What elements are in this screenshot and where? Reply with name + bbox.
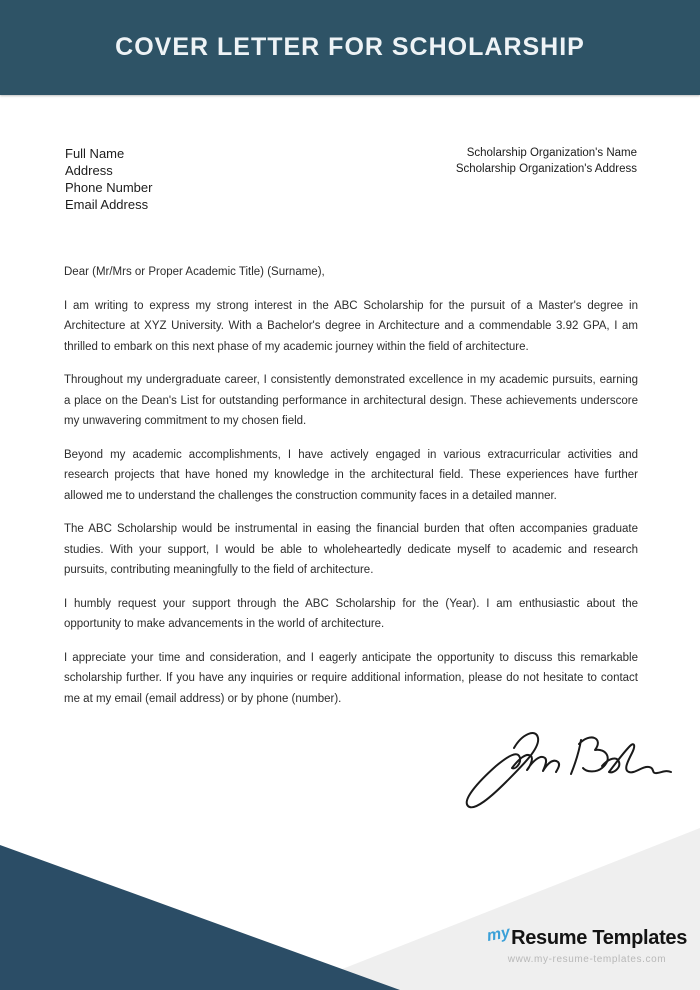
website-link[interactable]: www.my-resume-templates.com [507,954,667,965]
header-band [0,0,700,95]
gray-triangle-decoration [289,828,700,990]
sender-email: Email Address [65,197,149,212]
letter-paragraph-2: Throughout my undergraduate career, I consistently demonstrated excellence in my academic pursuits, earning a place on the Dean's List for outstanding performance in architectural design. These achievements underscore my unwavering commitment to my chosen field. [64,374,638,427]
sender-phone: Phone Number [65,180,153,195]
brand-row [487,926,687,950]
sender-address: Address [65,163,113,178]
letter-paragraph-3: Beyond my academic accomplishments, I have actively engaged in various extracurricular activities and research projects that have honed my knowledge in the architectural field. These experiences have further allowed me to understand the challenges the construction community faces in a detailed manner. [64,448,638,502]
brand-logo [487,926,687,965]
letter-paragraph-6: I appreciate your time and consideration, and I eagerly anticipate the opportunity to discuss this remarkable scholarship further. If you have any inquiries or require additional information, please do not hesitate to contact me at my email (email address) or by phone (number). [64,651,638,705]
letter-body [64,262,638,722]
letter-paragraph-4: The ABC Scholarship would be instrumental in easing the financial burden that often accompanies graduate studies. With your support, I would be able to wholeheartedly dedicate myself to academic and research pursuits, contributing meaningfully to the field of architecture. [64,523,638,576]
sender-full-name: Full Name [65,146,125,161]
teal-triangle-decoration [0,845,400,990]
brand-name: Resume Templates [511,927,688,949]
my-logo-icon: my [485,924,512,945]
recipient-block [456,145,637,177]
recipient-org-address: Scholarship Organization's Address [455,163,637,175]
sender-block [65,145,152,213]
letter-paragraph-5: I humbly request your support through the ABC Scholarship for the (Year). I am enthusiastic about the opportunity to make advancements in the world of architecture. [64,597,638,630]
recipient-org-name: Scholarship Organization's Name [466,147,637,159]
letter-paragraph-1: I am writing to express my strong interest in the ABC Scholarship for the pursuit of a Master's degree in Architecture at XYZ University. With a Bachelor's degree in Architecture and a commendable 3.92 GPA, I am thrilled to embark on this next phase of my academic journey within the field of architecture. [64,299,638,353]
page-title: COVER LETTER FOR SCHOLARSHIP [115,33,585,61]
salutation: Dear (Mr/Mrs or Proper Academic Title) (Surname), [64,266,325,278]
address-section [65,145,637,213]
